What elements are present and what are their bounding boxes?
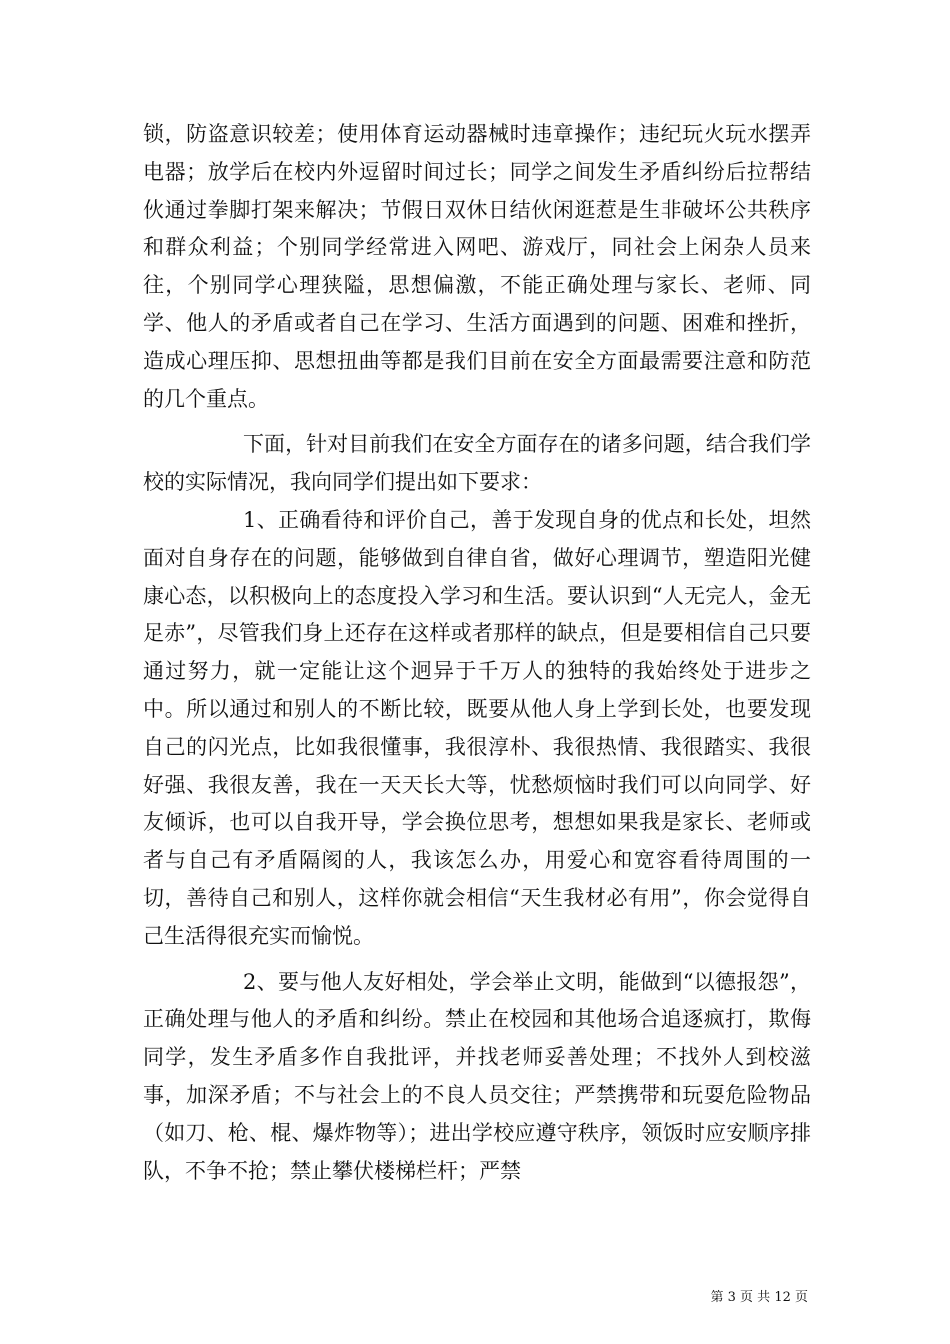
- paragraph-requirement-2: 2、要与他人友好相处，学会举止文明，能做到“以德报怨”，正确处理与他人的矛盾和纠纷。禁止在校园和其他场合追逐疯打，欺侮同学，发生矛盾多作自我批评，并找老师妥善处理；不找外人到校滋事，加深矛盾；不与社会上的不良人员交往；严禁携带和玩耍危险物品（如刀、枪、棍、爆炸物等）；进出学校应遵守秩序，领饭时应安顺序排队，不争不抢；禁止攀伏楼梯栏杆；严禁: [143, 969, 811, 1183]
- paragraph-requirement-1: 1、正确看待和评价自己，善于发现自身的优点和长处，坦然面对自身存在的问题，能够做到自律自省，做好心理调节，塑造阳光健康心态，以积极向上的态度投入学习和生活。要认识到“人无完人，金无足赤”，尽管我们身上还存在这样或者那样的缺点，但是要相信自己只要通过努力，就一定能让这个迥异于千万人的独特的我始终处于进步之中。所以通过和别人的不断比较，既要从他人身上学到长处，也要发现自己的闪光点，比如我很懂事，我很淳朴、我很热情、我很踏实、我很好强、我很友善，我在一天天长大等，忧愁烦恼时我们可以向同学、好友倾诉，也可以自我开导，学会换位思考，想想如果我是家长、老师或者与自己有矛盾隔阂的人，我该怎么办，用爱心和宽容看待周围的一切，善待自己和别人，这样你就会相信“天生我材必有用”，你会觉得自己生活得很充实而愉悦。: [143, 507, 811, 948]
- document-body: [143, 116, 811, 1190]
- paragraph-intro-requirements: 下面，针对目前我们在安全方面存在的诸多问题，结合我们学校的实际情况，我向同学们提出如下要求：: [143, 432, 811, 495]
- paragraph-continuation: 锁，防盗意识较差；使用体育运动器械时违章操作；违纪玩火玩水摆弄电器；放学后在校内外逗留时间过长；同学之间发生矛盾纠纷后拉帮结伙通过拳脚打架来解决；节假日双休日结伙闲逛惹是生非破坏公共秩序和群众利益；个别同学经常进入网吧、游戏厅，同社会上闲杂人员来往，个别同学心理狭隘，思想偏激，不能正确处理与家长、老师、同学、他人的矛盾或者自己在学习、生活方面遇到的问题、困难和挫折，造成心理压抑、思想扭曲等都是我们目前在安全方面最需要注意和防范的几个重点。: [143, 122, 811, 411]
- page-footer: 第 3 页 共 12 页: [710, 1290, 808, 1305]
